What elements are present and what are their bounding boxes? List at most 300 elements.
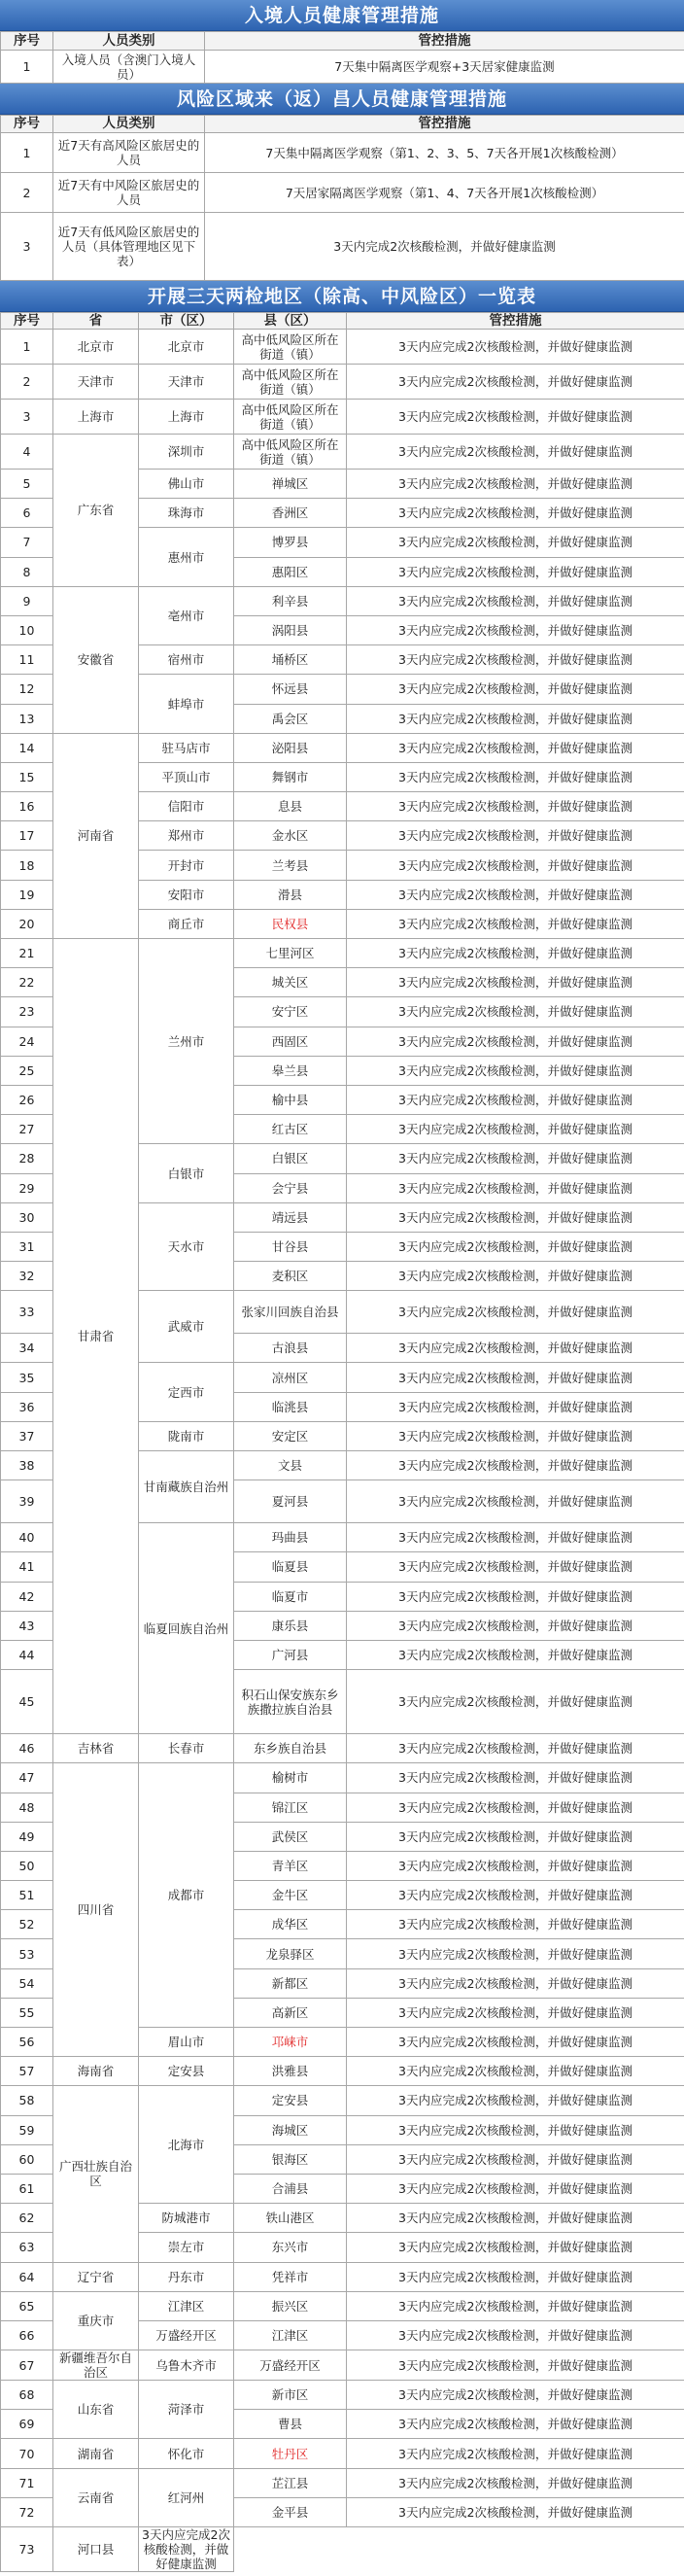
row-measure: 7天集中隔离医学观察（第1、2、3、5、7天各开展1次核酸检测） — [205, 133, 684, 173]
row-no: 31 — [1, 1232, 53, 1261]
county-cell: 兰考县 — [234, 851, 347, 880]
header-measure: 管控措施 — [205, 32, 684, 51]
county-cell: 怀远县 — [234, 675, 347, 704]
measure-cell: 3天内应完成2次核酸检测，并做好健康监测 — [347, 2497, 684, 2526]
row-no: 46 — [1, 1734, 53, 1763]
table-row — [1, 1734, 684, 1763]
county-cell: 芷江县 — [234, 2468, 347, 2497]
county-cell: 禅城区 — [234, 470, 347, 499]
header-city: 市（区） — [139, 313, 234, 330]
county-cell: 东乡族自治县 — [234, 1734, 347, 1763]
measure-cell: 3天内应完成2次核酸检测，并做好健康监测 — [347, 1363, 684, 1392]
measure-cell: 3天内应完成2次核酸检测，并做好健康监测 — [347, 615, 684, 644]
row-no: 37 — [1, 1421, 53, 1450]
row-no: 2 — [1, 365, 53, 400]
row-no: 61 — [1, 2174, 53, 2203]
county-cell: 靖远县 — [234, 1202, 347, 1232]
province-cell: 四川省 — [53, 1763, 139, 2057]
row-no: 11 — [1, 645, 53, 675]
measure-cell: 3天内应完成2次核酸检测，并做好健康监测 — [347, 821, 684, 851]
measure-cell: 3天内应完成2次核酸检测，并做好健康监测 — [347, 733, 684, 762]
province-cell: 湖南省 — [53, 2439, 139, 2468]
row-no: 9 — [1, 586, 53, 615]
measure-cell: 3天内应完成2次核酸检测，并做好健康监测 — [347, 880, 684, 909]
county-cell: 锦江区 — [234, 1793, 347, 1822]
row-category: 近7天有中风险区旅居史的人员 — [53, 173, 205, 213]
county-cell: 凭祥市 — [234, 2262, 347, 2291]
county-cell: 会宁县 — [234, 1173, 347, 1202]
row-no: 54 — [1, 1968, 53, 1998]
table-row — [1, 733, 684, 762]
county-cell: 麦积区 — [234, 1262, 347, 1291]
row-measure: 7天集中隔离医学观察+3天居家健康监测 — [205, 51, 684, 84]
city-cell: 开封市 — [139, 851, 234, 880]
city-cell: 信阳市 — [139, 792, 234, 821]
row-no: 48 — [1, 1793, 53, 1822]
section2-title: 风险区域来（返）昌人员健康管理措施 — [0, 84, 684, 115]
county-cell: 万盛经开区 — [234, 2350, 347, 2381]
measure-cell: 3天内应完成2次核酸检测，并做好健康监测 — [347, 762, 684, 791]
row-no: 45 — [1, 1670, 53, 1734]
county-cell: 埇桥区 — [234, 645, 347, 675]
row-no: 43 — [1, 1611, 53, 1640]
measure-cell: 3天内应完成2次核酸检测，并做好健康监测 — [347, 2057, 684, 2086]
table-row — [1, 586, 684, 615]
header-measure: 管控措施 — [205, 116, 684, 133]
measure-cell: 3天内应完成2次核酸检测，并做好健康监测 — [347, 1480, 684, 1523]
county-cell: 高中低风险区所在街道（镇） — [234, 435, 347, 470]
row-no: 12 — [1, 675, 53, 704]
measure-cell: 3天内应完成2次核酸检测，并做好健康监测 — [347, 1291, 684, 1334]
row-no: 40 — [1, 1523, 53, 1552]
measure-cell: 3天内应完成2次核酸检测，并做好健康监测 — [347, 1998, 684, 2027]
city-cell: 驻马店市 — [139, 733, 234, 762]
table-row — [1, 213, 684, 281]
measure-cell: 3天内应完成2次核酸检测，并做好健康监测 — [347, 1262, 684, 1291]
measure-cell: 3天内应完成2次核酸检测，并做好健康监测 — [347, 1822, 684, 1851]
row-no: 32 — [1, 1262, 53, 1291]
header-category: 人员类别 — [53, 32, 205, 51]
city-cell: 惠州市 — [139, 528, 234, 586]
row-no: 50 — [1, 1851, 53, 1880]
county-cell: 滑县 — [234, 880, 347, 909]
row-no: 47 — [1, 1763, 53, 1793]
row-no: 70 — [1, 2439, 53, 2468]
county-cell: 高中低风险区所在街道（镇） — [234, 400, 347, 435]
county-cell: 康乐县 — [234, 1611, 347, 1640]
measure-cell: 3天内应完成2次核酸检测，并做好健康监测 — [347, 499, 684, 528]
measure-cell: 3天内应完成2次核酸检测，并做好健康监测 — [347, 2204, 684, 2233]
city-cell: 成都市 — [139, 1763, 234, 2028]
row-no: 42 — [1, 1582, 53, 1611]
row-no: 57 — [1, 2057, 53, 2086]
measure-cell: 3天内应完成2次核酸检测，并做好健康监测 — [347, 400, 684, 435]
row-no: 34 — [1, 1334, 53, 1363]
county-cell: 洪雅县 — [234, 2057, 347, 2086]
measure-cell: 3天内应完成2次核酸检测，并做好健康监测 — [347, 435, 684, 470]
row-no: 71 — [1, 2468, 53, 2497]
measure-cell: 3天内应完成2次核酸检测，并做好健康监测 — [347, 1552, 684, 1582]
city-cell: 平顶山市 — [139, 762, 234, 791]
row-no: 66 — [1, 2320, 53, 2350]
row-no: 17 — [1, 821, 53, 851]
county-cell: 金平县 — [234, 2497, 347, 2526]
row-no: 53 — [1, 1939, 53, 1968]
table-row — [1, 330, 684, 365]
table-row — [1, 435, 684, 470]
county-cell: 江津区 — [234, 2320, 347, 2350]
row-no: 1 — [1, 51, 53, 84]
measure-cell: 3天内应完成2次核酸检测，并做好健康监测 — [139, 2527, 234, 2572]
county-cell: 振兴区 — [234, 2291, 347, 2320]
county-cell: 凉州区 — [234, 1363, 347, 1392]
province-cell: 安徽省 — [53, 586, 139, 733]
measure-cell: 3天内应完成2次核酸检测，并做好健康监测 — [347, 1421, 684, 1450]
city-cell: 乌鲁木齐市 — [139, 2350, 234, 2381]
header-province: 省 — [53, 313, 139, 330]
city-cell: 商丘市 — [139, 909, 234, 938]
table-row — [1, 2381, 684, 2410]
city-cell: 亳州市 — [139, 586, 234, 644]
city-cell: 天津市 — [139, 365, 234, 400]
measure-cell: 3天内应完成2次核酸检测，并做好健康监测 — [347, 792, 684, 821]
row-no: 62 — [1, 2204, 53, 2233]
county-cell: 舞钢市 — [234, 762, 347, 791]
measure-cell: 3天内应完成2次核酸检测，并做好健康监测 — [347, 528, 684, 557]
row-measure: 7天居家隔离医学观察（第1、4、7天各开展1次核酸检测） — [205, 173, 684, 213]
measure-cell: 3天内应完成2次核酸检测，并做好健康监测 — [347, 1334, 684, 1363]
section3-table — [0, 312, 684, 2572]
row-no: 1 — [1, 133, 53, 173]
city-cell: 菏泽市 — [139, 2381, 234, 2439]
county-cell: 息县 — [234, 792, 347, 821]
province-cell: 广西壮族自治区 — [53, 2086, 139, 2262]
county-cell: 禹会区 — [234, 704, 347, 733]
county-cell: 银海区 — [234, 2144, 347, 2174]
measure-cell: 3天内应完成2次核酸检测，并做好健康监测 — [347, 2468, 684, 2497]
table-row — [1, 173, 684, 213]
row-no: 51 — [1, 1881, 53, 1910]
section2-table — [0, 115, 684, 281]
table-row — [1, 133, 684, 173]
row-no: 23 — [1, 997, 53, 1027]
table-row — [1, 2468, 684, 2497]
province-cell: 广东省 — [53, 435, 139, 587]
city-cell: 江津区 — [139, 2291, 234, 2320]
measure-cell: 3天内应完成2次核酸检测，并做好健康监测 — [347, 2381, 684, 2410]
row-no: 22 — [1, 968, 53, 997]
county-cell: 七里河区 — [234, 939, 347, 968]
measure-cell: 3天内应完成2次核酸检测，并做好健康监测 — [347, 1523, 684, 1552]
measure-cell: 3天内应完成2次核酸检测，并做好健康监测 — [347, 1793, 684, 1822]
row-no: 15 — [1, 762, 53, 791]
county-cell: 高中低风险区所在街道（镇） — [234, 330, 347, 365]
measure-cell: 3天内应完成2次核酸检测，并做好健康监测 — [347, 704, 684, 733]
row-no: 56 — [1, 2028, 53, 2057]
measure-cell: 3天内应完成2次核酸检测，并做好健康监测 — [347, 470, 684, 499]
table-row — [1, 2086, 684, 2115]
county-cell: 榆中县 — [234, 1085, 347, 1114]
row-no: 58 — [1, 2086, 53, 2115]
measure-cell: 3天内应完成2次核酸检测，并做好健康监测 — [347, 1763, 684, 1793]
row-no: 28 — [1, 1144, 53, 1173]
table-row — [1, 2291, 684, 2320]
city-cell: 定安县 — [139, 2057, 234, 2086]
province-cell: 重庆市 — [53, 2291, 139, 2350]
row-no: 19 — [1, 880, 53, 909]
county-cell: 西固区 — [234, 1027, 347, 1056]
row-no: 26 — [1, 1085, 53, 1114]
row-no: 65 — [1, 2291, 53, 2320]
measure-cell: 3天内应完成2次核酸检测，并做好健康监测 — [347, 997, 684, 1027]
header-county: 县（区） — [234, 313, 347, 330]
county-cell: 甘谷县 — [234, 1232, 347, 1261]
county-cell: 博罗县 — [234, 528, 347, 557]
measure-cell: 3天内应完成2次核酸检测，并做好健康监测 — [347, 645, 684, 675]
province-cell: 甘肃省 — [53, 939, 139, 1734]
row-no: 63 — [1, 2233, 53, 2262]
province-cell: 新疆维吾尔自治区 — [53, 2350, 139, 2381]
city-cell: 长春市 — [139, 1734, 234, 1763]
row-category: 近7天有低风险区旅居史的人员（具体管理地区见下表） — [53, 213, 205, 281]
county-cell: 新市区 — [234, 2381, 347, 2410]
table-row — [1, 365, 684, 400]
header-category: 人员类别 — [53, 116, 205, 133]
measure-cell: 3天内应完成2次核酸检测，并做好健康监测 — [347, 909, 684, 938]
row-no: 10 — [1, 615, 53, 644]
county-cell: 玛曲县 — [234, 1523, 347, 1552]
row-no: 59 — [1, 2115, 53, 2144]
county-cell: 青羊区 — [234, 1851, 347, 1880]
row-no: 49 — [1, 1822, 53, 1851]
row-no: 20 — [1, 909, 53, 938]
county-cell: 合浦县 — [234, 2174, 347, 2203]
row-no: 3 — [1, 400, 53, 435]
county-cell: 铁山港区 — [234, 2204, 347, 2233]
measure-cell: 3天内应完成2次核酸检测，并做好健康监测 — [347, 1881, 684, 1910]
row-no: 24 — [1, 1027, 53, 1056]
county-cell: 榆树市 — [234, 1763, 347, 1793]
county-cell: 白银区 — [234, 1144, 347, 1173]
row-no: 14 — [1, 733, 53, 762]
measure-cell: 3天内应完成2次核酸检测，并做好健康监测 — [347, 1085, 684, 1114]
city-cell: 丹东市 — [139, 2262, 234, 2291]
city-cell: 上海市 — [139, 400, 234, 435]
city-cell: 天水市 — [139, 1202, 234, 1291]
county-cell: 金水区 — [234, 821, 347, 851]
row-no: 30 — [1, 1202, 53, 1232]
table-row — [1, 939, 684, 968]
measure-cell: 3天内应完成2次核酸检测，并做好健康监测 — [347, 2144, 684, 2174]
row-no: 13 — [1, 704, 53, 733]
county-cell: 涡阳县 — [234, 615, 347, 644]
county-cell: 临洮县 — [234, 1392, 347, 1421]
row-no: 21 — [1, 939, 53, 968]
county-cell: 河口县 — [53, 2527, 139, 2572]
measure-cell: 3天内应完成2次核酸检测，并做好健康监测 — [347, 2086, 684, 2115]
measure-cell: 3天内应完成2次核酸检测，并做好健康监测 — [347, 1968, 684, 1998]
measure-cell: 3天内应完成2次核酸检测，并做好健康监测 — [347, 1670, 684, 1734]
row-no: 38 — [1, 1451, 53, 1480]
county-cell: 香洲区 — [234, 499, 347, 528]
county-cell: 皋兰县 — [234, 1056, 347, 1085]
measure-cell: 3天内应完成2次核酸检测，并做好健康监测 — [347, 2262, 684, 2291]
county-cell: 曹县 — [234, 2410, 347, 2439]
province-cell: 海南省 — [53, 2057, 139, 2086]
county-cell: 文县 — [234, 1451, 347, 1480]
section1-title: 入境人员健康管理措施 — [0, 0, 684, 31]
row-category: 近7天有高风险区旅居史的人员 — [53, 133, 205, 173]
city-cell: 佛山市 — [139, 470, 234, 499]
city-cell: 万盛经开区 — [139, 2320, 234, 2350]
measure-cell: 3天内应完成2次核酸检测，并做好健康监测 — [347, 1027, 684, 1056]
county-cell: 积石山保安族东乡族撒拉族自治县 — [234, 1670, 347, 1734]
row-no: 2 — [1, 173, 53, 213]
province-cell: 云南省 — [53, 2468, 139, 2526]
county-cell: 泌阳县 — [234, 733, 347, 762]
section1-header-row — [1, 32, 684, 51]
county-cell: 新都区 — [234, 1968, 347, 1998]
header-no: 序号 — [1, 313, 53, 330]
table-row — [1, 2439, 684, 2468]
city-cell: 珠海市 — [139, 499, 234, 528]
county-cell: 安宁区 — [234, 997, 347, 1027]
row-no: 1 — [1, 330, 53, 365]
row-category: 入境人员（含澳门入境人员） — [53, 51, 205, 84]
city-cell: 眉山市 — [139, 2028, 234, 2057]
measure-cell: 3天内应完成2次核酸检测，并做好健康监测 — [347, 939, 684, 968]
county-cell: 牡丹区 — [234, 2439, 347, 2468]
county-cell: 金牛区 — [234, 1881, 347, 1910]
table-row — [1, 2262, 684, 2291]
measure-cell: 3天内应完成2次核酸检测，并做好健康监测 — [347, 1611, 684, 1640]
table-row — [1, 1763, 684, 1793]
county-cell: 利辛县 — [234, 586, 347, 615]
header-measure: 管控措施 — [347, 313, 684, 330]
section2-header-row — [1, 116, 684, 133]
city-cell: 北海市 — [139, 2086, 234, 2204]
city-cell: 红河州 — [139, 2468, 234, 2526]
row-no: 67 — [1, 2350, 53, 2381]
row-no: 55 — [1, 1998, 53, 2027]
measure-cell: 3天内应完成2次核酸检测，并做好健康监测 — [347, 1582, 684, 1611]
county-cell: 广河县 — [234, 1640, 347, 1669]
city-cell: 定西市 — [139, 1363, 234, 1421]
province-cell: 天津市 — [53, 365, 139, 400]
row-no: 29 — [1, 1173, 53, 1202]
measure-cell: 3天内应完成2次核酸检测，并做好健康监测 — [347, 2115, 684, 2144]
city-cell: 崇左市 — [139, 2233, 234, 2262]
table-row — [1, 51, 684, 84]
city-cell: 白银市 — [139, 1144, 234, 1202]
table-row — [1, 400, 684, 435]
measure-cell: 3天内应完成2次核酸检测，并做好健康监测 — [347, 1392, 684, 1421]
city-cell: 临夏回族自治州 — [139, 1523, 234, 1734]
measure-cell: 3天内应完成2次核酸检测，并做好健康监测 — [347, 2291, 684, 2320]
county-cell: 海城区 — [234, 2115, 347, 2144]
county-cell: 惠阳区 — [234, 557, 347, 586]
measure-cell: 3天内应完成2次核酸检测，并做好健康监测 — [347, 2320, 684, 2350]
row-no: 27 — [1, 1115, 53, 1144]
county-cell: 红古区 — [234, 1115, 347, 1144]
province-cell: 上海市 — [53, 400, 139, 435]
measure-cell: 3天内应完成2次核酸检测，并做好健康监测 — [347, 1056, 684, 1085]
county-cell: 武侯区 — [234, 1822, 347, 1851]
measure-cell: 3天内应完成2次核酸检测，并做好健康监测 — [347, 1939, 684, 1968]
measure-cell: 3天内应完成2次核酸检测，并做好健康监测 — [347, 1451, 684, 1480]
row-no: 64 — [1, 2262, 53, 2291]
city-cell: 怀化市 — [139, 2439, 234, 2468]
measure-cell: 3天内应完成2次核酸检测，并做好健康监测 — [347, 1640, 684, 1669]
city-cell: 深圳市 — [139, 435, 234, 470]
row-no: 44 — [1, 1640, 53, 1669]
city-cell: 安阳市 — [139, 880, 234, 909]
table-row — [1, 2527, 684, 2572]
city-cell: 防城港市 — [139, 2204, 234, 2233]
header-no: 序号 — [1, 32, 53, 51]
county-cell: 夏河县 — [234, 1480, 347, 1523]
row-no: 68 — [1, 2381, 53, 2410]
city-cell: 蚌埠市 — [139, 675, 234, 733]
city-cell: 武威市 — [139, 1291, 234, 1363]
row-measure: 3天内完成2次核酸检测，并做好健康监测 — [205, 213, 684, 281]
measure-cell: 3天内应完成2次核酸检测，并做好健康监测 — [347, 1910, 684, 1939]
row-no: 33 — [1, 1291, 53, 1334]
province-cell: 北京市 — [53, 330, 139, 365]
row-no: 5 — [1, 470, 53, 499]
province-cell: 河南省 — [53, 733, 139, 938]
measure-cell: 3天内应完成2次核酸检测，并做好健康监测 — [347, 2028, 684, 2057]
city-cell: 郑州市 — [139, 821, 234, 851]
measure-cell: 3天内应完成2次核酸检测，并做好健康监测 — [347, 1851, 684, 1880]
measure-cell: 3天内应完成2次核酸检测，并做好健康监测 — [347, 2439, 684, 2468]
measure-cell: 3天内应完成2次核酸检测，并做好健康监测 — [347, 1115, 684, 1144]
city-cell: 兰州市 — [139, 939, 234, 1144]
city-cell: 甘南藏族自治州 — [139, 1451, 234, 1523]
measure-cell: 3天内应完成2次核酸检测，并做好健康监测 — [347, 557, 684, 586]
county-cell: 张家川回族自治县 — [234, 1291, 347, 1334]
county-cell: 成华区 — [234, 1910, 347, 1939]
province-cell: 山东省 — [53, 2381, 139, 2439]
row-no: 8 — [1, 557, 53, 586]
measure-cell: 3天内应完成2次核酸检测，并做好健康监测 — [347, 675, 684, 704]
row-no: 25 — [1, 1056, 53, 1085]
row-no: 52 — [1, 1910, 53, 1939]
measure-cell: 3天内应完成2次核酸检测，并做好健康监测 — [347, 330, 684, 365]
row-no: 4 — [1, 435, 53, 470]
section3-title: 开展三天两检地区（除高、中风险区）一览表 — [0, 281, 684, 312]
measure-cell: 3天内应完成2次核酸检测，并做好健康监测 — [347, 2350, 684, 2381]
header-no: 序号 — [1, 116, 53, 133]
section1-table — [0, 31, 684, 84]
measure-cell: 3天内应完成2次核酸检测，并做好健康监测 — [347, 2233, 684, 2262]
county-cell: 民权县 — [234, 909, 347, 938]
section3-body — [1, 330, 684, 2572]
county-cell: 定安县 — [234, 2086, 347, 2115]
measure-cell: 3天内应完成2次核酸检测，并做好健康监测 — [347, 851, 684, 880]
province-cell: 吉林省 — [53, 1734, 139, 1763]
row-no: 35 — [1, 1363, 53, 1392]
table-row — [1, 2350, 684, 2381]
table-row — [1, 2057, 684, 2086]
city-cell: 陇南市 — [139, 1421, 234, 1450]
row-no: 3 — [1, 213, 53, 281]
county-cell: 古浪县 — [234, 1334, 347, 1363]
section3-header-row — [1, 313, 684, 330]
county-cell: 安定区 — [234, 1421, 347, 1450]
county-cell: 高新区 — [234, 1998, 347, 2027]
row-no: 7 — [1, 528, 53, 557]
